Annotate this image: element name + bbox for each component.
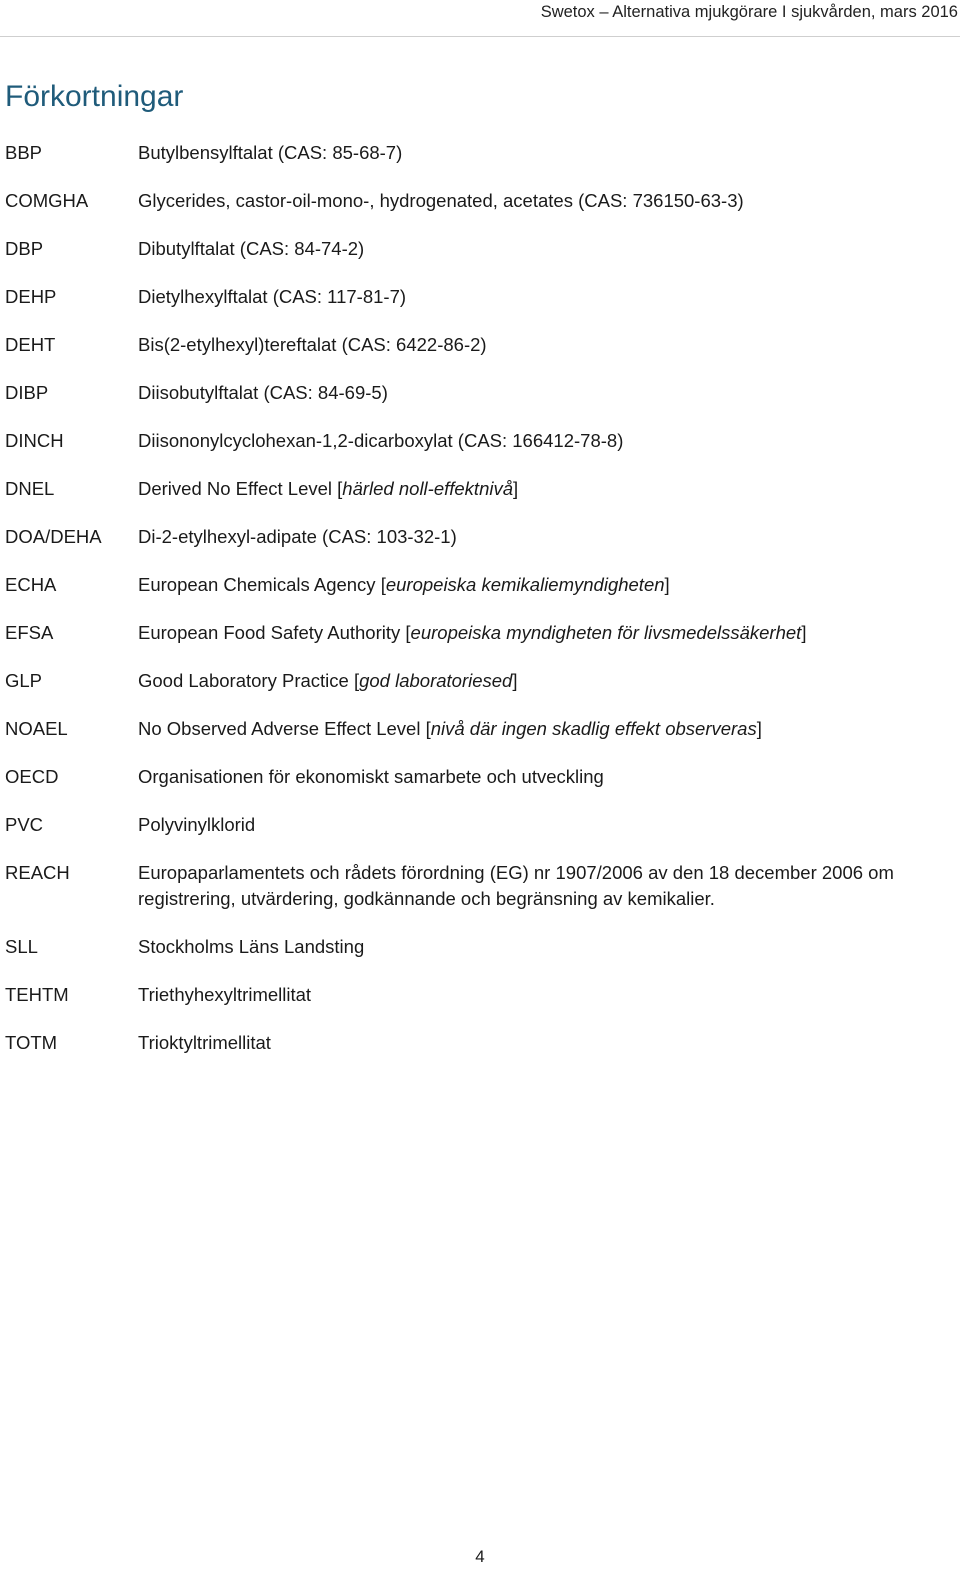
abbreviation-term: DEHT bbox=[5, 334, 56, 355]
abbreviation-definition bbox=[138, 716, 945, 742]
abbreviation-row bbox=[5, 140, 945, 188]
abbreviation-definition bbox=[138, 860, 945, 912]
abbreviation-term: OECD bbox=[5, 766, 59, 787]
definition-text: Bis(2-etylhexyl)tereftalat (CAS: 6422-86-2) bbox=[138, 334, 487, 355]
definition-swedish-translation: europeiska kemikaliemyndigheten bbox=[385, 574, 665, 595]
definition-swedish-translation: europeiska myndigheten för livsmedelssäkerhet bbox=[410, 622, 802, 643]
abbreviation-term: DEHP bbox=[5, 286, 57, 307]
header-divider bbox=[0, 36, 960, 37]
abbreviation-row bbox=[5, 236, 945, 284]
abbreviation-definition bbox=[138, 1030, 945, 1056]
definition-text: Dietylhexylftalat (CAS: 117-81-7) bbox=[138, 286, 407, 307]
abbreviation-definition bbox=[138, 982, 945, 1008]
page-number: 4 bbox=[475, 1547, 485, 1566]
abbreviation-row bbox=[5, 572, 945, 620]
abbreviation-term: PVC bbox=[5, 814, 44, 835]
abbreviation-definition bbox=[138, 428, 945, 454]
abbreviation-term: GLP bbox=[5, 670, 43, 691]
abbreviation-definition bbox=[138, 620, 945, 646]
abbreviation-definition bbox=[138, 572, 945, 598]
definition-text: European Food Safety Authority [ bbox=[138, 622, 411, 643]
abbreviation-term: COMGHA bbox=[5, 190, 89, 211]
abbreviation-definition bbox=[138, 284, 945, 310]
definition-text: Di-2-etylhexyl-adipate (CAS: 103-32-1) bbox=[138, 526, 457, 547]
abbreviation-definition bbox=[138, 812, 945, 838]
definition-text: Derived No Effect Level [ bbox=[138, 478, 343, 499]
abbreviation-definition bbox=[138, 380, 945, 406]
abbreviation-term: ECHA bbox=[5, 574, 57, 595]
definition-text: Europaparlamentets och rådets förordning (EG) nr 1907/2006 av den 18 december 2006 om registrering, utvärdering, godkännande och begränsning av kemikalier. bbox=[138, 862, 894, 909]
abbreviation-definition bbox=[138, 332, 945, 358]
definition-text: No Observed Adverse Effect Level [ bbox=[138, 718, 431, 739]
abbreviation-term: TOTM bbox=[5, 1032, 58, 1053]
abbreviation-row bbox=[5, 982, 945, 1030]
abbreviation-row bbox=[5, 188, 945, 236]
definition-text: Polyvinylklorid bbox=[138, 814, 256, 835]
abbreviation-definition bbox=[138, 668, 945, 694]
definition-closing-bracket: ] bbox=[756, 718, 762, 739]
abbreviation-definition bbox=[138, 236, 945, 262]
abbreviation-row bbox=[5, 620, 945, 668]
abbreviation-list bbox=[5, 140, 945, 1078]
definition-text: Dibutylftalat (CAS: 84-74-2) bbox=[138, 238, 365, 259]
definition-closing-bracket: ] bbox=[664, 574, 670, 595]
abbreviation-term: SLL bbox=[5, 936, 38, 957]
abbreviation-row bbox=[5, 764, 945, 812]
definition-text: Triethyhexyltrimellitat bbox=[138, 984, 312, 1005]
abbreviation-term: DBP bbox=[5, 238, 44, 259]
abbreviation-row bbox=[5, 332, 945, 380]
abbreviation-term: TEHTM bbox=[5, 984, 69, 1005]
abbreviation-term: REACH bbox=[5, 862, 70, 883]
abbreviation-row bbox=[5, 934, 945, 982]
abbreviation-row bbox=[5, 524, 945, 572]
definition-closing-bracket: ] bbox=[513, 478, 519, 499]
abbreviation-term: EFSA bbox=[5, 622, 54, 643]
definition-text: Stockholms Läns Landsting bbox=[138, 936, 365, 957]
abbreviation-row bbox=[5, 428, 945, 476]
definition-text: Butylbensylftalat (CAS: 85-68-7) bbox=[138, 142, 403, 163]
definition-text: Glycerides, castor-oil-mono-, hydrogenated, acetates (CAS: 736150-63-3) bbox=[138, 190, 744, 211]
abbreviation-row bbox=[5, 860, 945, 934]
definition-text: Diisononylcyclohexan-1,2-dicarboxylat (CAS: 166412-78-8) bbox=[138, 430, 624, 451]
abbreviation-definition bbox=[138, 476, 945, 502]
definition-swedish-translation: nivå där ingen skadlig effekt observeras bbox=[430, 718, 757, 739]
abbreviation-term: BBP bbox=[5, 142, 43, 163]
abbreviation-row bbox=[5, 812, 945, 860]
running-header: Swetox – Alternativa mjukgörare I sjukvården, mars 2016 bbox=[540, 3, 958, 21]
abbreviation-row bbox=[5, 1030, 945, 1078]
definition-text: Diisobutylftalat (CAS: 84-69-5) bbox=[138, 382, 388, 403]
definition-text: European Chemicals Agency [ bbox=[138, 574, 386, 595]
abbreviation-row bbox=[5, 668, 945, 716]
abbreviation-definition bbox=[138, 764, 945, 790]
definition-closing-bracket: ] bbox=[801, 622, 807, 643]
definition-closing-bracket: ] bbox=[512, 670, 518, 691]
abbreviation-row bbox=[5, 716, 945, 764]
page-title: Förkortningar bbox=[5, 80, 184, 113]
abbreviation-definition bbox=[138, 524, 945, 550]
abbreviation-term: DINCH bbox=[5, 430, 64, 451]
abbreviation-row bbox=[5, 284, 945, 332]
definition-text: Trioktyltrimellitat bbox=[138, 1032, 271, 1053]
abbreviation-term: DNEL bbox=[5, 478, 55, 499]
definition-text: Organisationen för ekonomiskt samarbete och utveckling bbox=[138, 766, 604, 787]
abbreviation-row bbox=[5, 380, 945, 428]
definition-swedish-translation: härled noll-effektnivå bbox=[342, 478, 514, 499]
abbreviation-term: DOA/DEHA bbox=[5, 526, 102, 547]
abbreviation-definition bbox=[138, 188, 945, 214]
abbreviation-definition bbox=[138, 140, 945, 166]
abbreviation-definition bbox=[138, 934, 945, 960]
definition-swedish-translation: god laboratoriesed bbox=[359, 670, 513, 691]
abbreviation-term: NOAEL bbox=[5, 718, 68, 739]
abbreviation-row bbox=[5, 476, 945, 524]
abbreviation-term: DIBP bbox=[5, 382, 49, 403]
definition-text: Good Laboratory Practice [ bbox=[138, 670, 360, 691]
